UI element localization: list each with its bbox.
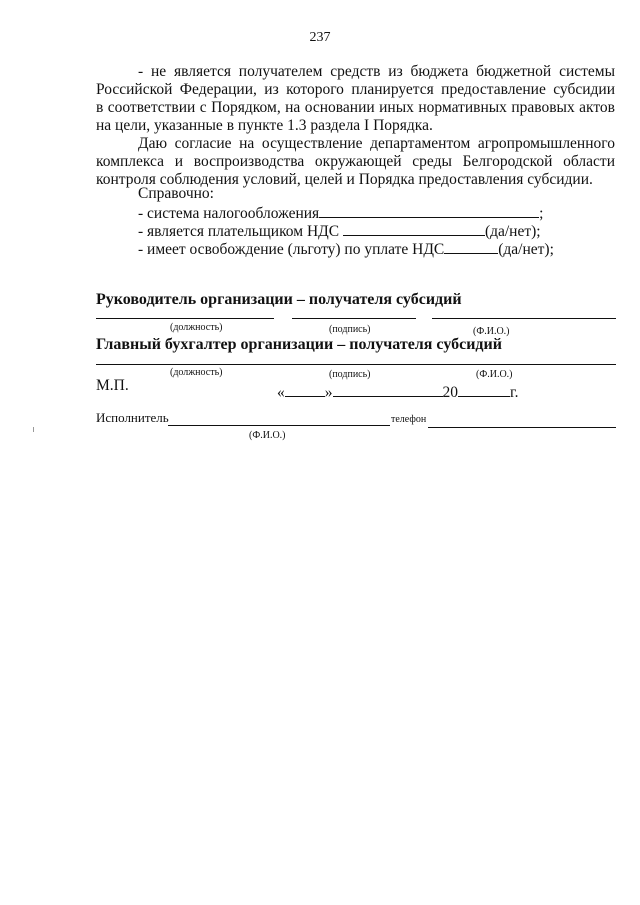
executor-phone-label: телефон <box>391 414 427 425</box>
paragraph-1-line-1: - не является получателем средств из бюджета бюджетной системы <box>138 63 615 80</box>
head-name-label: (Ф.И.О.) <box>473 326 510 337</box>
vat-exempt-row <box>138 239 554 259</box>
stamp-mp: М.П. <box>96 377 129 394</box>
date-quote-open: « <box>277 384 285 401</box>
vat-exempt-end: (да/нет); <box>498 241 554 258</box>
accountant-signature-label: (подпись) <box>329 369 371 380</box>
paragraph-2-line-3: контроля соблюдения условий, целей и Порядка предоставления субсидии. <box>96 171 593 188</box>
tax-system-row <box>138 203 543 223</box>
date-row <box>277 382 518 402</box>
reference-title: Справочно: <box>138 185 214 202</box>
vat-exempt-label: - имеет освобождение (льготу) по уплате НДС <box>138 241 445 258</box>
head-position-line[interactable] <box>96 318 274 319</box>
tax-system-field[interactable] <box>319 203 539 218</box>
accountant-title: Главный бухгалтер организации – получателя субсидий <box>96 336 502 353</box>
head-position-label: (должность) <box>170 322 223 333</box>
vat-payer-field[interactable] <box>343 221 485 236</box>
paragraph-1-line-4: на цели, указанные в пункте 1.3 раздела I Порядка. <box>96 117 433 134</box>
executor-phone-line[interactable] <box>428 427 616 428</box>
executor-name-line[interactable] <box>168 425 390 426</box>
date-year-prefix: 20 <box>442 384 458 401</box>
date-year-field[interactable] <box>458 382 510 397</box>
accountant-position-label: (должность) <box>170 367 223 378</box>
paragraph-2-line-2: комплекса и воспроизводства окружающей среды Белгородской области <box>96 153 615 170</box>
vat-exempt-field[interactable] <box>444 239 498 254</box>
paragraph-2-line-1: Даю согласие на осуществление департаментом агропромышленного <box>138 135 615 152</box>
page-number: 237 <box>309 30 331 45</box>
date-day-field[interactable] <box>285 382 325 397</box>
vat-payer-label: - является плательщиком НДС <box>138 223 340 240</box>
head-signature-line[interactable] <box>292 318 416 319</box>
executor-name-label: (Ф.И.О.) <box>249 430 286 441</box>
executor-label: Исполнитель <box>96 410 169 425</box>
paragraph-1-line-2: Российской Федерации, из которого планируется предоставление субсидии <box>96 81 615 98</box>
scan-mark <box>33 427 34 432</box>
date-quote-close: » <box>324 384 333 401</box>
tax-system-label: - система налогообложения <box>138 205 320 222</box>
vat-payer-row <box>138 221 541 241</box>
head-name-line[interactable] <box>432 318 616 319</box>
head-title: Руководитель организации – получателя субсидий <box>96 291 462 308</box>
date-year-suffix: г. <box>510 384 519 401</box>
head-signature-label: (подпись) <box>329 324 371 335</box>
accountant-name-label: (Ф.И.О.) <box>476 369 513 380</box>
tax-system-end: ; <box>539 205 544 222</box>
accountant-line[interactable] <box>96 364 616 365</box>
paragraph-1-line-3: в соответствии с Порядком, на основании иных нормативных правовых актов <box>96 99 615 116</box>
date-month-field[interactable] <box>333 382 443 397</box>
vat-payer-end: (да/нет); <box>484 223 541 240</box>
